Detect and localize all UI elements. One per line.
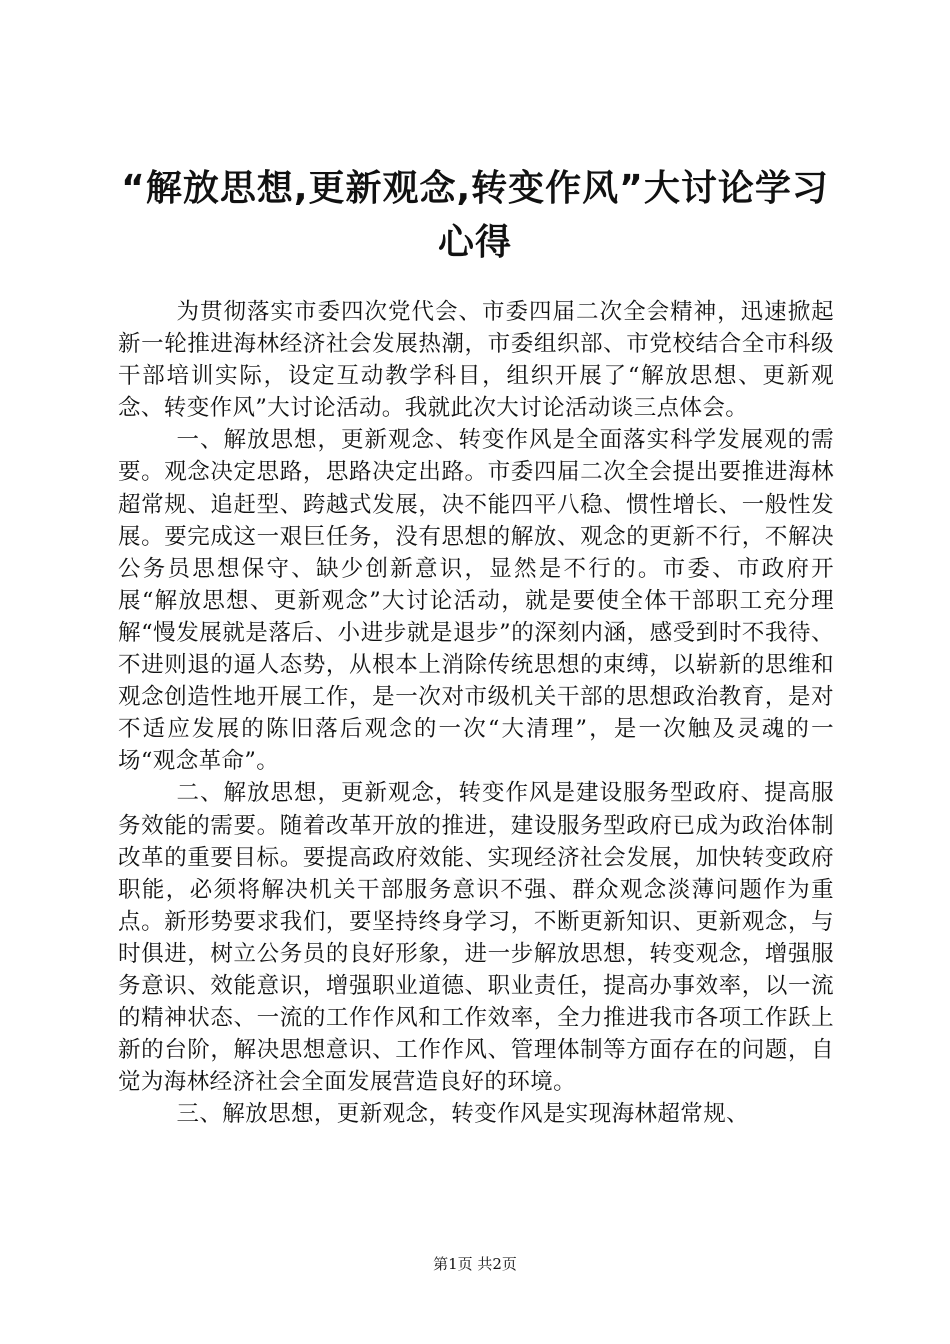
paragraph-point-two: 二、解放思想，更新观念，转变作风是建设服务型政府、提高服务效能的需要。随着改革开放的推进，建设服务型政府已成为政治体制改革的重要目标。要提高政府效能、实现经济社会发展，加快转变政府职能，必须将解决机关干部服务意识不强、群众观念淡薄问题作为重点。新形势要求我们，要坚持终身学习，不断更新知识、更新观念，与时俱进，树立公务员的良好形象，进一步解放思想，转变观念，增强服务意识、效能意识，增强职业道德、职业责任，提高办事效率，以一流的精神状态、一流的工作作风和工作效率，全力推进我市各项工作跃上新的台阶，解决思想意识、工作作风、管理体制等方面存在的问题，自觉为海林经济社会全面发展营造良好的环境。 [118,780,834,1096]
document-title: “解放思想,更新观念,转变作风”大讨论学习心得 [121,168,829,263]
document-body [118,296,834,1130]
paragraph-point-three: 三、解放思想，更新观念，转变作风是实现海林超常规、 [176,1101,750,1128]
paragraph-point-one: 一、解放思想，更新观念、转变作风是全面落实科学发展观的需要。观念决定思路，思路决定出路。市委四届二次全会提出要推进海林超常规、追赶型、跨越式发展，决不能四平八稳、惯性增长、一般性发展。要完成这一艰巨任务，没有思想的解放、观念的更新不行，不解决公务员思想保守、缺少创新意识，显然是不行的。市委、市政府开展“解放思想、更新观念”大讨论活动，就是要使全体干部职工充分理解“慢发展就是落后、小进步就是退步”的深刻内涵，感受到时不我待、不进则退的逼人态势，从根本上消除传统思想的束缚，以崭新的思维和观念创造性地开展工作，是一次对市级机关干部的思想政治教育，是对不适应发展的陈旧落后观念的一次“大清理”，是一次触及灵魂的一场“观念革命”。 [118,427,834,775]
paragraph-intro: 为贯彻落实市委四次党代会、市委四届二次全会精神，迅速掀起新一轮推进海林经济社会发展热潮，市委组织部、市党校结合全市科级干部培训实际，设定互动教学科目，组织开展了“解放思想、更新观念、转变作风”大讨论活动。我就此次大讨论活动谈三点体会。 [118,299,834,422]
page-number-footer: 第1页 共2页 [433,1255,517,1273]
